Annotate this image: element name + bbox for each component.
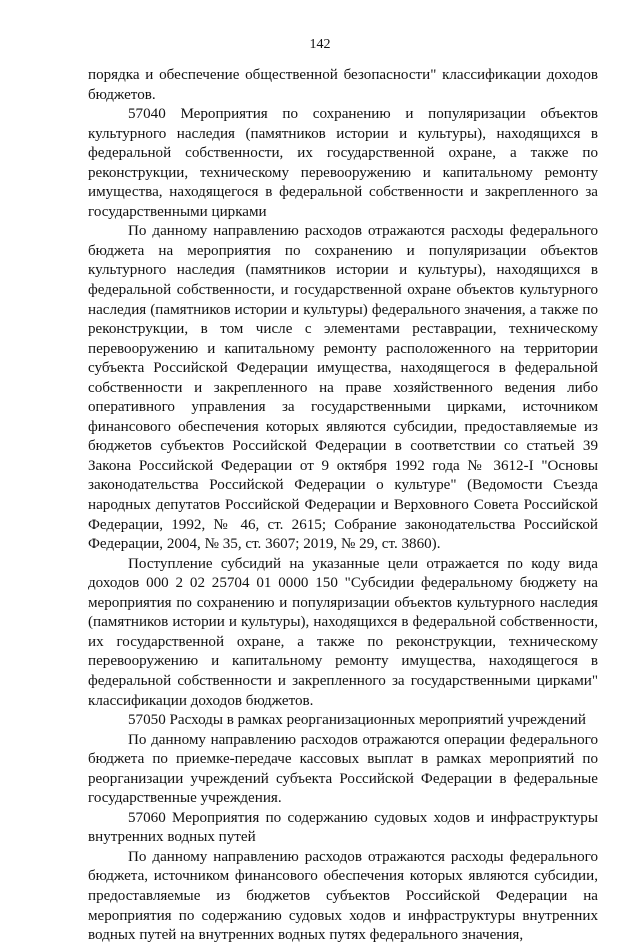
document-body	[88, 66, 598, 946]
page-number: 142	[309, 37, 331, 52]
paragraph-57060-description: По данному направлению расходов отражаются расходы федерального бюджета, источником финансового обеспечения которых являются субсидии, предоставляемые из бюджетов субъектов Российской Федерации на мероприятия по содержанию судовых ходов и инфраструктуры внутренних водных путей на внутренних водных путях федерального значения,	[88, 848, 598, 944]
paragraph-57040-description: По данному направлению расходов отражаются расходы федерального бюджета на мероприятия по сохранению и популяризации объектов культурного наследия (памятников истории и культуры), находящихся в федеральной собственности, и государственной охране объектов культурного наследия (памятников истории и культуры) федерального значения, а также по реконструкции, в том числе с элементами реставрации, техническому перевооружению и капитальному ремонту расположенного на территории субъекта Российской Федерации имущества, находящегося в федеральной собственности и закрепленного на праве хозяйственного ведения либо оперативного управления за государственными цирками, источником финансового обеспечения которых являются субсидии, предоставляемые из бюджетов субъектов Российской Федерации в соответствии со статьей 39 Закона Российской Федерации от 9 октября 1992 года № 3612-I "Основы законодательства Российской Федерации о культуре" (Ведомости Съезда народных депутатов Российской Федерации и Верховного Совета Российской Федерации, 1992, № 46, ст. 2615; Собрание законодательства Российской Федерации, 2004, № 35, ст. 3607; 2019, № 29, ст. 3860).	[88, 223, 598, 553]
section-heading-57040: 57040 Мероприятия по сохранению и популяризации объектов культурного наследия (памятников истории и культуры), находящихся в федеральной собственности, их государственной охране, а также по реконструкции, техническому перевооружению и капитальному ремонту имущества, находящегося в федеральной собственности и закрепленного за государственными цирками	[88, 106, 598, 220]
section-heading-57060: 57060 Мероприятия по содержанию судовых ходов и инфраструктуры внутренних водных путей	[88, 809, 598, 846]
paragraph-continuation: порядка и обеспечение общественной безопасности" классификации доходов бюджетов.	[88, 67, 598, 103]
section-heading-57050: 57050 Расходы в рамках реорганизационных мероприятий учреждений	[128, 712, 586, 729]
paragraph-57040-income: Поступление субсидий на указанные цели отражается по коду вида доходов 000 2 02 25704 01 0000 150 "Субсидии федеральному бюджету на мероприятия по сохранению и популяризации объектов культурного наследия (памятников истории и культуры), находящихся в федеральной собственности, их государственной охране, а также по реконструкции, техническому перевооружению и капитальному ремонту имущества, находящегося в федеральной собственности и закрепленного за государственными цирками" классификации доходов бюджетов.	[88, 555, 598, 709]
paragraph-57050-description: По данному направлению расходов отражаются операции федерального бюджета по приемке-передаче кассовых выплат в рамках мероприятий по реорганизации учреждений субъекта Российской Федерации в федеральные государственные учреждения.	[88, 731, 598, 807]
